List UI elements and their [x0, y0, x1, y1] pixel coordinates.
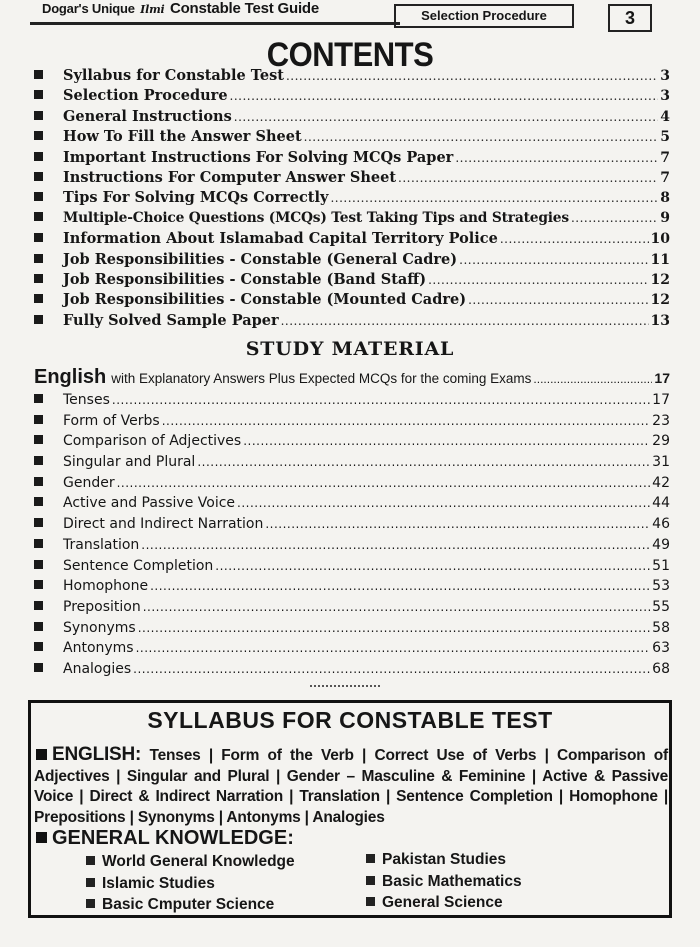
toc-item-title: Important Instructions For Solving MCQs Paper [63, 148, 454, 166]
english-syllabus [34, 745, 668, 828]
gk-item [86, 875, 215, 893]
book-prefix: Dogar's Unique [42, 1, 135, 16]
syllabus-title: SYLLABUS FOR CONSTABLE TEST [147, 707, 553, 733]
topic-page: 53 [652, 578, 670, 595]
dot-leader [571, 211, 658, 225]
square-bullet-icon [34, 435, 43, 444]
square-bullet-icon [34, 172, 43, 181]
toc-item[interactable] [34, 251, 670, 271]
topic-page: 55 [652, 598, 670, 615]
page-header [30, 0, 660, 34]
square-bullet-icon [34, 315, 43, 324]
dot-leader [243, 434, 650, 448]
toc-item-page: 3 [660, 88, 670, 105]
toc-item[interactable] [34, 291, 670, 311]
square-bullet-icon [366, 897, 375, 906]
square-bullet-icon [34, 254, 43, 263]
dot-leader [398, 171, 658, 185]
book-title [42, 0, 319, 17]
dot-leader [330, 191, 658, 205]
square-bullet-icon [34, 70, 43, 79]
english-syllabus-text: Tenses | Form of the Verb | Correct Use of Verbs | Comparison of Adjectives | Singular and Plural | Gender – Masculine & Feminine | Active & Passive Voice | Direct & Indirect Narration | Translation | Sentence Completion | Homophone | Prepositions | Synonyms | Antonyms | Analogies [34, 747, 669, 826]
study-material-title: STUDY MATERIAL [245, 338, 455, 360]
toc-item-title: Job Responsibilities - Constable (General Cadre) [63, 250, 458, 268]
toc-item-title: General Instructions [63, 107, 232, 125]
toc-item-page: 12 [650, 271, 670, 288]
toc-item-page: 7 [660, 169, 670, 186]
toc-item-page: 10 [650, 231, 670, 248]
toc-item-page: 5 [660, 129, 670, 146]
dot-leader [500, 232, 649, 246]
topic-item[interactable] [34, 558, 670, 579]
dot-leader [133, 662, 650, 676]
square-bullet-icon [34, 663, 43, 672]
toc-item[interactable] [34, 312, 670, 332]
book-name: Constable Test Guide [169, 0, 320, 17]
square-bullet-icon [34, 294, 43, 303]
dot-leader [286, 69, 658, 83]
header-rule [30, 22, 400, 25]
toc-item[interactable] [34, 210, 670, 230]
toc-item-title: Fully Solved Sample Paper [63, 311, 279, 329]
toc-item-title: Job Responsibilities - Constable (Band Staff) [63, 270, 427, 288]
toc-item-page: 3 [660, 68, 670, 84]
square-bullet-icon [34, 152, 43, 161]
toc-item-title: Instructions For Computer Answer Sheet [63, 168, 397, 186]
toc-item[interactable] [34, 169, 670, 189]
square-bullet-icon [34, 456, 43, 465]
square-bullet-icon [34, 642, 43, 651]
toc-item-page: 8 [660, 190, 670, 207]
topic-title: Preposition [63, 598, 141, 615]
dot-leader [112, 393, 650, 407]
square-bullet-icon [86, 899, 95, 908]
toc-item-title: Multiple-Choice Questions (MCQs) Test Taking Tips and Strategies [63, 209, 569, 226]
topic-title: Synonyms [63, 619, 136, 636]
dot-leader [215, 559, 650, 573]
square-bullet-icon [86, 878, 95, 887]
square-bullet-icon [34, 192, 43, 201]
gk-item [86, 853, 295, 871]
topic-item[interactable] [34, 475, 670, 496]
dot-leader [455, 151, 658, 165]
topic-page: 44 [652, 495, 670, 512]
english-heading-subtitle: with Explanatory Answers Plus Expected MCQs for the coming Exams [111, 371, 532, 386]
toc-item[interactable] [34, 108, 670, 128]
toc-item[interactable] [34, 87, 670, 107]
section-label: Selection Procedure [394, 4, 574, 28]
gk-item [366, 894, 503, 912]
topic-page: 42 [652, 474, 670, 491]
english-heading-label: English [34, 366, 107, 388]
square-bullet-icon [34, 601, 43, 610]
topic-item[interactable] [34, 516, 670, 537]
dot-leader [162, 414, 650, 428]
gk-item-label: World General Knowledge [102, 853, 295, 870]
toc-item-title: Selection Procedure [63, 87, 228, 105]
square-bullet-icon [34, 274, 43, 283]
topic-item[interactable] [34, 640, 670, 661]
square-bullet-icon [34, 111, 43, 120]
square-bullet-icon [34, 90, 43, 99]
gk-item [366, 873, 522, 891]
gk-item [86, 896, 274, 914]
dot-leader [150, 579, 650, 593]
topic-item[interactable] [34, 537, 670, 558]
dot-leader [533, 372, 652, 386]
dot-leader [197, 455, 650, 469]
toc-item-page: 7 [660, 149, 670, 166]
page-number: 3 [608, 4, 652, 32]
square-bullet-icon [34, 415, 43, 424]
english-topics-list [34, 392, 670, 682]
syllabus-box [28, 700, 672, 918]
topic-page: 58 [652, 619, 670, 636]
gk-item-label: Basic Cmputer Science [102, 896, 275, 913]
topic-item[interactable] [34, 454, 670, 475]
dot-leader [234, 110, 659, 124]
toc-item-page: 4 [660, 108, 670, 125]
square-bullet-icon [36, 832, 47, 843]
dot-leader [459, 253, 648, 267]
topic-item[interactable] [34, 578, 670, 599]
gk-heading [36, 827, 294, 850]
toc-item-page: 9 [660, 209, 670, 226]
dot-leader [136, 641, 651, 655]
toc-list [34, 67, 670, 332]
topic-page: 17 [652, 392, 670, 408]
toc-item-title: How To Fill the Answer Sheet [63, 128, 302, 146]
topic-item[interactable] [34, 599, 670, 620]
topic-title: Gender [63, 474, 115, 491]
toc-item-title: Tips For Solving MCQs Correctly [63, 189, 329, 207]
toc-item[interactable] [34, 271, 670, 291]
dot-leader [141, 538, 650, 552]
topic-page: 23 [652, 412, 670, 429]
square-bullet-icon [34, 580, 43, 589]
square-bullet-icon [34, 131, 43, 140]
topic-item[interactable] [34, 392, 670, 413]
topic-page: 29 [652, 433, 670, 450]
topic-page: 68 [652, 660, 670, 677]
gk-item-label: Basic Mathematics [382, 873, 522, 890]
square-bullet-icon [86, 856, 95, 865]
topic-page: 51 [652, 557, 670, 574]
toc-item-page: 12 [650, 292, 670, 309]
separator [310, 685, 380, 690]
topic-title: Comparison of Adjectives [63, 433, 242, 450]
dot-leader [143, 600, 650, 614]
topic-item[interactable] [34, 620, 670, 641]
dot-leader [138, 621, 650, 635]
gk-item-label: Pakistan Studies [382, 851, 507, 868]
topic-title: Direct and Indirect Narration [63, 516, 264, 533]
dot-leader [237, 496, 650, 510]
topic-title: Active and Passive Voice [63, 495, 236, 512]
toc-item-title: Job Responsibilities - Constable (Mounted Cadre) [63, 291, 467, 309]
square-bullet-icon [34, 539, 43, 548]
toc-item-title: Information About Islamabad Capital Territory Police [63, 230, 498, 248]
topic-title: Tenses [63, 392, 110, 408]
topic-page: 63 [652, 640, 670, 657]
dot-leader [428, 273, 648, 287]
topic-title: Antonyms [63, 640, 134, 657]
square-bullet-icon [34, 477, 43, 486]
square-bullet-icon [34, 622, 43, 631]
english-heading[interactable] [34, 366, 670, 389]
square-bullet-icon [366, 876, 375, 885]
topic-page: 46 [652, 516, 670, 533]
toc-item[interactable] [34, 149, 670, 169]
topic-title: Singular and Plural [63, 454, 196, 471]
contents-title: CONTENTS [266, 34, 434, 75]
topic-item[interactable] [34, 433, 670, 454]
topic-item[interactable] [34, 413, 670, 434]
topic-page: 49 [652, 536, 670, 553]
dot-leader [265, 517, 650, 531]
toc-item[interactable] [34, 189, 670, 209]
toc-item-page: 11 [650, 251, 670, 268]
toc-item-title: Syllabus for Constable Test [63, 67, 284, 84]
square-bullet-icon [34, 394, 43, 403]
gk-item [366, 851, 506, 869]
gk-item-label: General Science [382, 894, 503, 911]
topic-title: Analogies [63, 660, 132, 677]
square-bullet-icon [36, 749, 47, 760]
brand-name: Ilmi [140, 3, 165, 16]
toc-item[interactable] [34, 128, 670, 148]
dot-leader [304, 130, 659, 144]
topic-item[interactable] [34, 495, 670, 516]
square-bullet-icon [34, 233, 43, 242]
square-bullet-icon [34, 560, 43, 569]
gk-item-label: Islamic Studies [102, 875, 215, 892]
dot-leader [117, 476, 651, 490]
toc-item-page: 13 [650, 312, 670, 329]
topic-title: Translation [63, 536, 140, 553]
gk-label: GENERAL KNOWLEDGE: [52, 827, 294, 849]
square-bullet-icon [366, 854, 375, 863]
topic-title: Sentence Completion [63, 557, 214, 574]
topic-title: Form of Verbs [63, 412, 160, 429]
dot-leader [230, 89, 659, 103]
dot-leader [281, 314, 649, 328]
toc-item[interactable] [34, 230, 670, 250]
square-bullet-icon [34, 497, 43, 506]
topic-item[interactable] [34, 661, 670, 682]
dot-leader [468, 293, 648, 307]
square-bullet-icon [34, 212, 43, 221]
topic-title: Homophone [63, 578, 149, 595]
english-heading-page: 17 [654, 370, 670, 386]
toc-item[interactable] [34, 67, 670, 87]
square-bullet-icon [34, 518, 43, 527]
english-label: ENGLISH: [52, 744, 142, 765]
topic-page: 31 [652, 454, 670, 471]
